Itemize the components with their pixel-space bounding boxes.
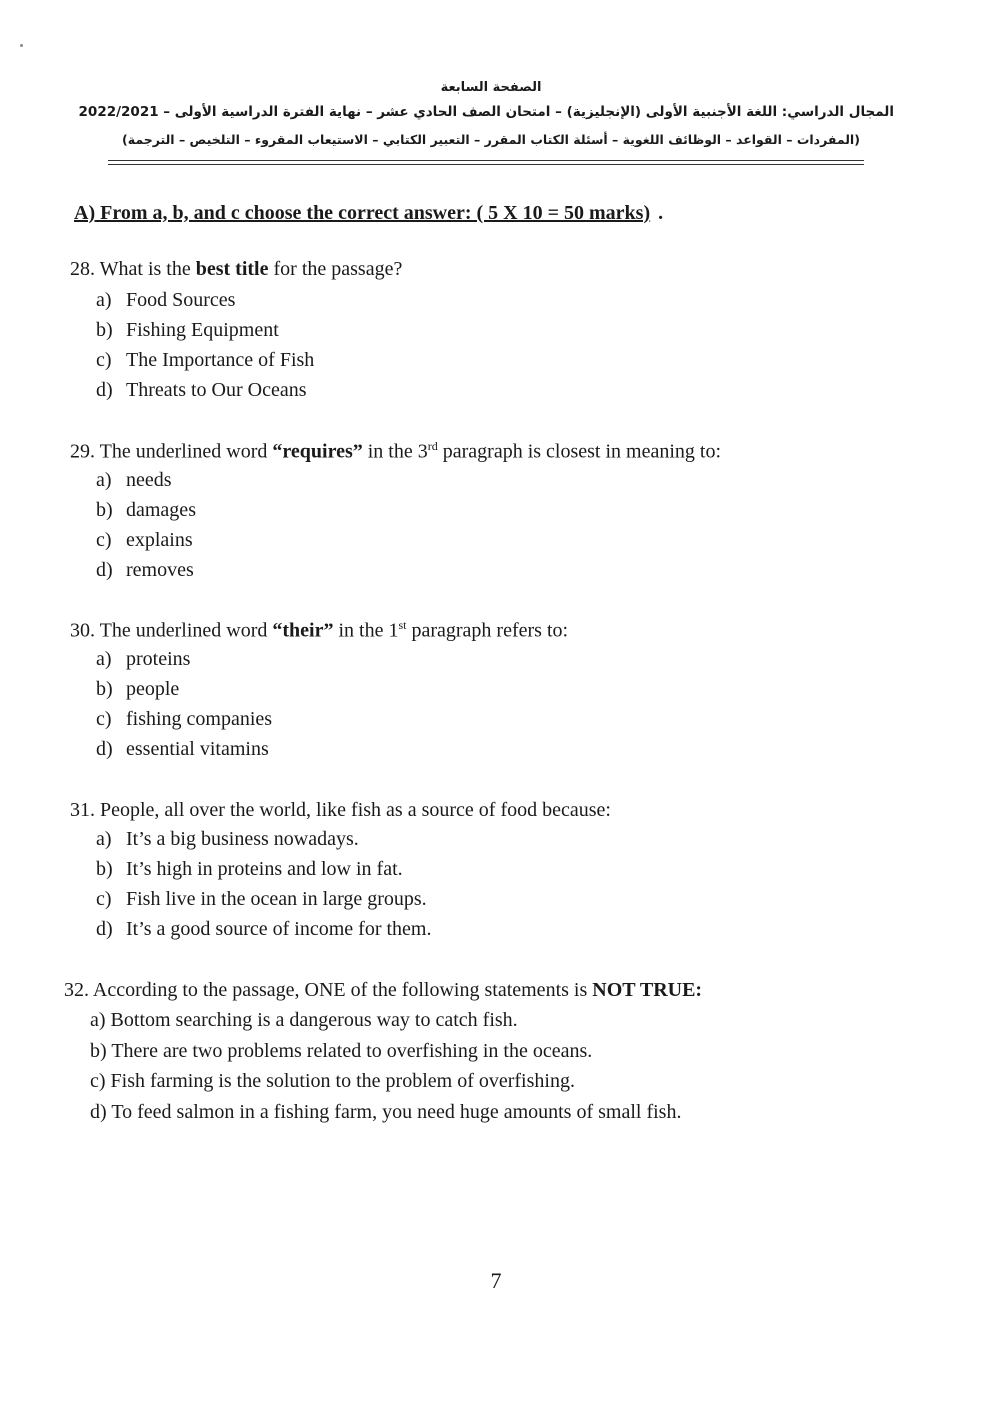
q29-option-b: b) damages bbox=[96, 499, 196, 521]
page-number: 7 bbox=[490, 1268, 502, 1293]
question-30: 30. The underlined word “their” in the 1st paragraph refers to: bbox=[70, 618, 569, 642]
question-31: 31. People, all over the world, like fish as a source of food because: bbox=[70, 799, 611, 821]
q31-option-a: a) It’s a big business nowadays. bbox=[96, 828, 359, 850]
section-a-trailing-dot: . bbox=[658, 202, 664, 224]
q29-option-a: a) needs bbox=[96, 469, 172, 491]
question-28: 28. What is the best title for the passage? bbox=[70, 258, 403, 280]
q28-option-a: a) Food Sources bbox=[96, 289, 236, 311]
q31-option-b: b) It’s high in proteins and low in fat. bbox=[96, 858, 403, 880]
section-a-heading bbox=[74, 202, 663, 225]
q28-option-c: c) The Importance of Fish bbox=[96, 349, 315, 371]
q28-option-d: d) Threats to Our Oceans bbox=[96, 379, 307, 401]
header-rule-top bbox=[108, 160, 864, 161]
q29-option-c: c) explains bbox=[96, 529, 193, 551]
q31-option-c: c) Fish live in the ocean in large groups. bbox=[96, 888, 427, 910]
question-29: 29. The underlined word “requires” in the 3rd paragraph is closest in meaning to: bbox=[70, 439, 722, 463]
q32-option-c: c) Fish farming is the solution to the problem of overfishing. bbox=[90, 1070, 575, 1092]
q32-option-a: a) Bottom searching is a dangerous way to catch fish. bbox=[90, 1009, 518, 1031]
q30-option-c: c) fishing companies bbox=[96, 708, 273, 730]
exam-header-line1: المجال الدراسي: اللغة الأجنبية الأولى (الإنجليزية) – امتحان الصف الحادي عشر – نهاية الفترة الدراسية الأولى – 2022/2021 bbox=[78, 104, 894, 120]
q30-option-d: d) essential vitamins bbox=[96, 738, 269, 760]
q28-option-b: b) Fishing Equipment bbox=[96, 319, 279, 341]
q30-option-b: b) people bbox=[96, 678, 180, 700]
q31-option-d: d) It’s a good source of income for them. bbox=[96, 918, 432, 940]
section-a-title: A) From a, b, and c choose the correct answer: ( 5 X 10 = 50 marks) bbox=[74, 202, 651, 224]
q32-option-b: b) There are two problems related to overfishing in the oceans. bbox=[90, 1040, 593, 1062]
q29-option-d: d) removes bbox=[96, 559, 194, 581]
page-label-arabic: الصفحة السابعة bbox=[440, 80, 542, 95]
question-32: 32. According to the passage, ONE of the following statements is NOT TRUE: bbox=[64, 979, 703, 1001]
header-rule-bottom bbox=[108, 164, 864, 165]
scan-speck bbox=[20, 44, 23, 47]
q32-option-d: d) To feed salmon in a fishing farm, you need huge amounts of small fish. bbox=[90, 1101, 682, 1123]
exam-header-line2: (المفردات – القواعد – الوظائف اللغوية – أسئلة الكتاب المقرر – التعبير الكتابي – الاستيعاب المقروء – التلخيص – الترجمة) bbox=[122, 132, 860, 147]
q30-option-a: a) proteins bbox=[96, 648, 191, 670]
